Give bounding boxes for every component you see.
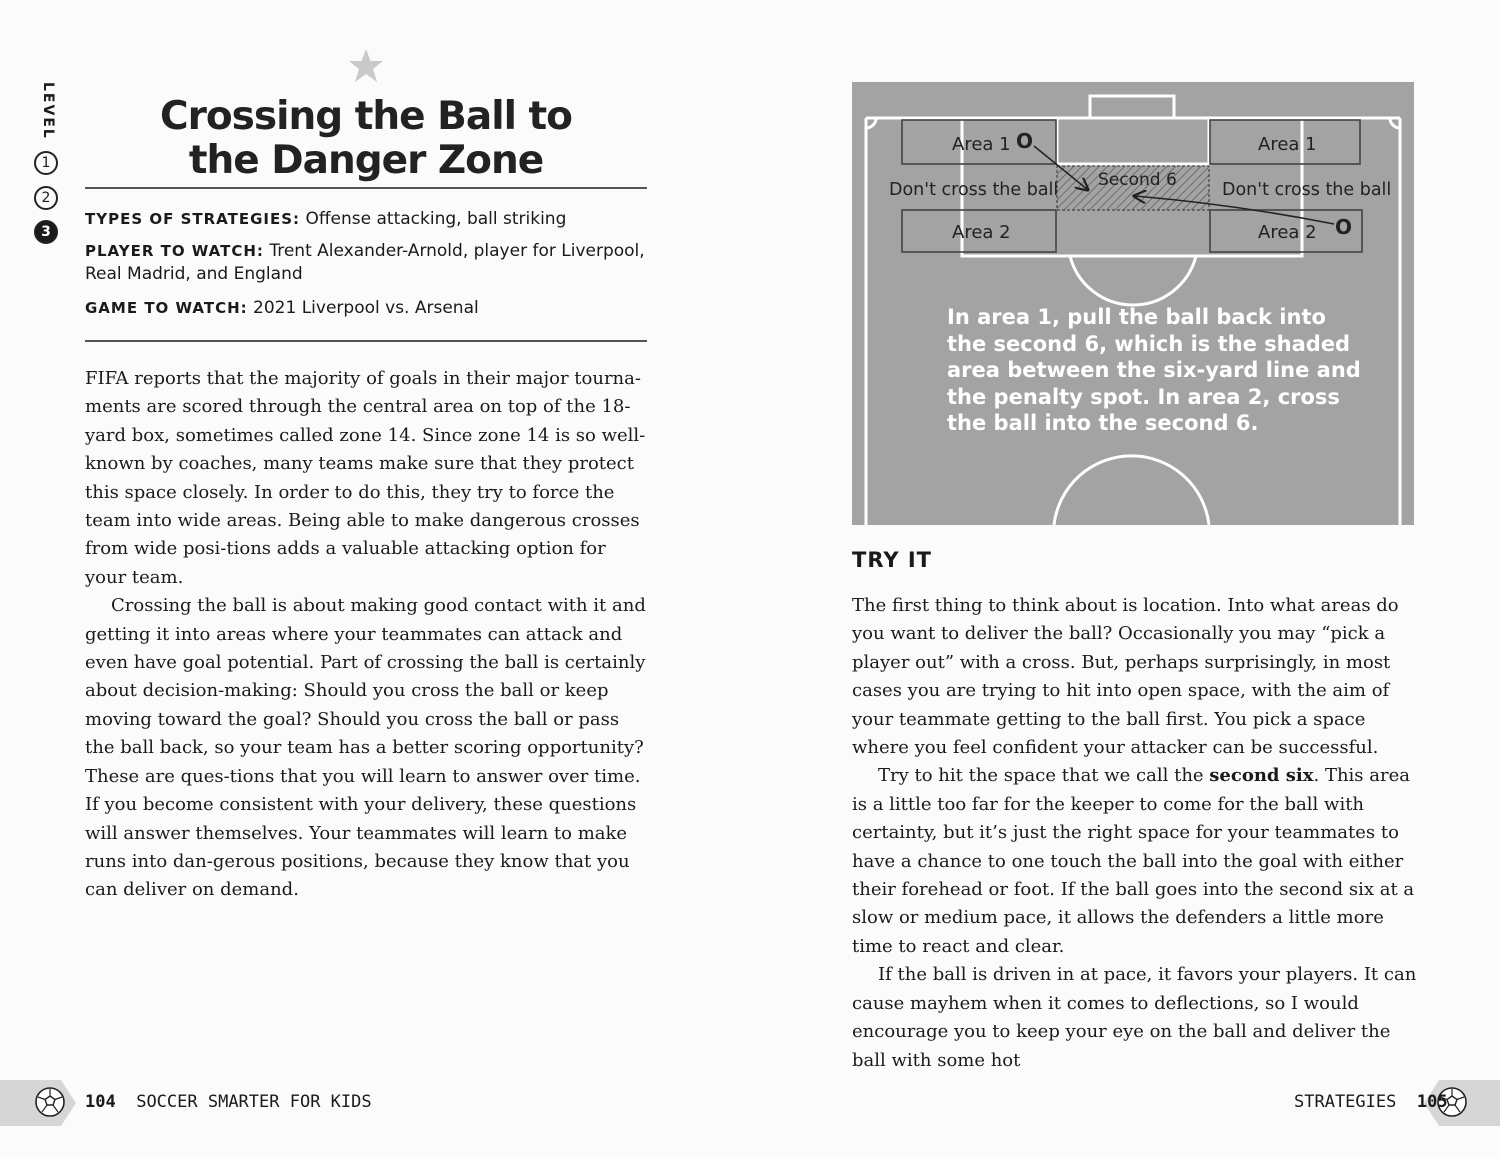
area2-right-label: Area 2 bbox=[1258, 222, 1317, 243]
right-paragraph-3: If the ball is driven in at pace, it favors your players. It can cause mayhem when it comes to deflections, so I would encourage you to keep your eye on the ball and deliver the ball with some hot bbox=[852, 964, 1417, 1071]
title-line-2: the Danger Zone bbox=[188, 138, 544, 183]
left-body bbox=[85, 365, 647, 905]
right-page bbox=[750, 0, 1500, 1159]
game-label: GAME TO WATCH: bbox=[85, 299, 248, 317]
page-number-right: 105 bbox=[1416, 1092, 1448, 1112]
right-body bbox=[852, 592, 1418, 1075]
strategies-label: TYPES OF STRATEGIES: bbox=[85, 210, 301, 228]
player-marker-left: O bbox=[1016, 129, 1034, 153]
level-3-badge: 3 bbox=[34, 220, 58, 244]
right-paragraph-2 bbox=[852, 762, 1418, 961]
soccer-ball-icon bbox=[34, 1086, 66, 1118]
strategies-value: Offense attacking, ball striking bbox=[305, 209, 567, 229]
left-paragraph-1: FIFA reports that the majority of goals in their major tourna-ments are scored through the central area on top of the 18-yard box, sometimes called zone 14. Since zone 14 is so well-known by coaches, many teams make sure that they protect this space closely. In order to do this, they try to force the team into wide areas. Being able to make dangerous crosses from wide posi-tions adds a valuable attacking option for your team. bbox=[85, 368, 646, 588]
book-title-footer: SOCCER SMARTER FOR KIDS bbox=[136, 1092, 372, 1112]
section-title-footer: STRATEGIES bbox=[1294, 1092, 1397, 1112]
level-1-badge: 1 bbox=[34, 151, 58, 175]
dont-cross-right-label: Don't cross the ball bbox=[1222, 180, 1392, 200]
level-2-badge: 2 bbox=[34, 186, 58, 210]
level-label-text: LEVEL bbox=[40, 82, 56, 140]
game-value: 2021 Liverpool vs. Arsenal bbox=[253, 298, 479, 318]
p2-bold-term: second six bbox=[1209, 765, 1314, 787]
p2-before: Try to hit the space that we call the bbox=[878, 765, 1210, 787]
meta-game bbox=[85, 297, 645, 320]
meta-strategies bbox=[85, 208, 645, 231]
player-value: Trent Alexander-Arnold, player for Liverpool, bbox=[269, 241, 645, 261]
area1-right-label: Area 1 bbox=[1258, 134, 1317, 155]
star-icon bbox=[348, 48, 384, 84]
p2-after: . This area is a little too far for the keeper to come for the ball with certainty, but it’s just the right space for your teammates to have a chance to one touch the ball into the goal with either their forehead or foot. If the ball goes into the second six at a slow or medium pace, it allows the defenders a little more time to react and clear. bbox=[852, 765, 1415, 957]
right-paragraph-1: The first thing to think about is location. Into what areas do you want to deliver the ball? Occasionally you may “pick a player out” with a cross. But, perhaps surprisingly, in most cases you are trying to hit into open space, with the aim of your teammate getting to the ball first. You pick a space where you feel confident your attacker can be successful. bbox=[852, 595, 1399, 759]
left-paragraph-2: Crossing the ball is about making good contact with it and getting it into areas where your teammates can attack and even have goal potential. Part of crossing the ball is certainly about decision-making: Should you cross the ball or keep moving toward the goal? Should you cross the ball or pass the ball back, so your team has a better scoring opportunity? These are ques-tions that you will learn to answer over time. If you become consistent with your delivery, these questions will answer themselves. Your teammates will learn to make runs into dan-gerous positions, because they know that you can deliver on demand. bbox=[85, 595, 646, 901]
page-number-left: 104 bbox=[85, 1092, 116, 1112]
player-label: PLAYER TO WATCH: bbox=[85, 242, 264, 260]
dont-cross-left-label: Don't cross the ball bbox=[889, 180, 1059, 200]
title-divider bbox=[85, 187, 647, 189]
player-value-line2: Real Madrid, and England bbox=[85, 264, 303, 284]
player-marker-right: O bbox=[1335, 215, 1353, 239]
area2-left-label: Area 2 bbox=[952, 222, 1011, 243]
footer-right bbox=[1294, 1092, 1448, 1112]
footer-left bbox=[85, 1092, 372, 1112]
meta-divider bbox=[85, 340, 647, 342]
section-heading: TRY IT bbox=[852, 548, 933, 572]
level-label bbox=[30, 82, 64, 140]
area1-left-label: Area 1 bbox=[952, 134, 1011, 155]
title-line-1: Crossing the Ball to bbox=[160, 94, 572, 139]
page-title bbox=[85, 95, 647, 183]
meta-player bbox=[85, 240, 645, 286]
diagram-caption: In area 1, pull the ball back into the second 6, which is the shaded area between the six-yard line and the penalty spot. In area 2, cross the ball into the second 6. bbox=[947, 305, 1361, 435]
second-six-label: Second 6 bbox=[1098, 170, 1177, 190]
